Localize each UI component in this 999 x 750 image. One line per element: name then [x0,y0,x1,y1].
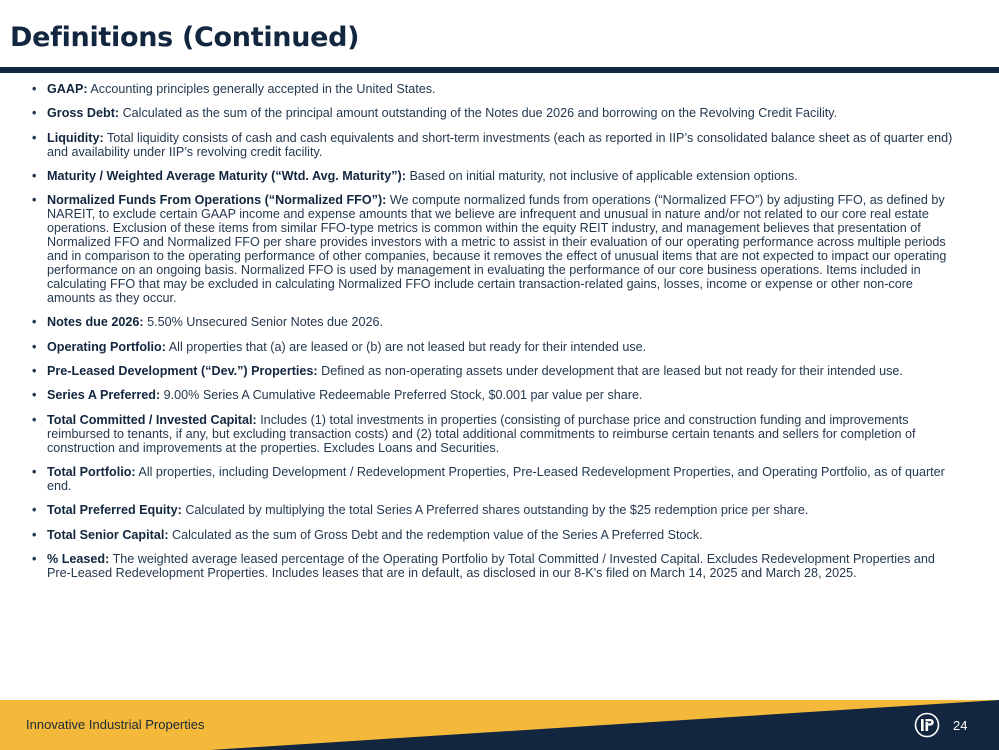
definition-text: All properties, including Development / Redevelopment Properties, Pre-Leased Redevelopment Properties, and Operating Portfolio, as of quarter end. [47,464,945,493]
page-title: Definitions (Continued) [10,22,360,53]
definition-term: % Leased: [47,551,110,566]
list-item: • Total Portfolio: All properties, including Development / Redevelopment Properties, Pre-Leased Redevelopment Properties, and Operating Portfolio, as of quarter end. [32,464,945,493]
definition-term: Pre-Leased Development (“Dev.”) Properties: [47,364,318,379]
definition-text: We compute normalized funds from operations (“Normalized FFO”) by adjusting FFO, as defined by NAREIT, to exclude certain GAAP income and expense amounts that we believe are infrequent and unusual in nature and/or not related to our core real estate operations. Exclusion of these items from similar FFO-type metrics is common within the equity REIT industry, and management believes that presentation of Normalized FFO and Normalized FFO per share provides investors with a metric to assist in their evaluation of our operating performance across multiple periods and in comparison to the operating performance of other companies, because it removes the effect of unusual items that are not expected to impact our operating performance on an ongoing basis. Normalized FFO is used by management in evaluating the performance of our core business operations. Items included in calculating FFO that may be excluded in calculating Normalized FFO include certain transaction-related gains, losses, income or expense or other non-core amounts as they occur. [47,193,947,306]
definition-text: All properties that (a) are leased or (b) are not leased but ready for their intended use. [168,339,647,354]
list-item: • Total Senior Capital: Calculated as the sum of Gross Debt and the redemption value of the Series A Preferred Stock. [32,527,703,542]
definition-text: Based on initial maturity, not inclusive of applicable extension options. [409,168,798,183]
definition-term: Maturity / Weighted Average Maturity (“Wtd. Avg. Maturity”): [47,168,406,183]
definition-text: Calculated by multiplying the total Series A Preferred shares outstanding by the $25 redemption price per share. [185,503,809,518]
definitions-list [32,82,962,590]
list-item: • Maturity / Weighted Average Maturity (“Wtd. Avg. Maturity”): Based on initial maturity, not inclusive of applicable extension options. [32,168,798,183]
definition-text: 5.50% Unsecured Senior Notes due 2026. [147,315,384,330]
definition-term: Gross Debt: [47,106,120,121]
definition-text: Accounting principles generally accepted in the United States. [90,82,436,96]
list-item: • Normalized Funds From Operations (“Normalized FFO”): We compute normalized funds from operations (“Normalized FFO”) by adjusting FFO, as defined by NAREIT, to exclude certain GAAP income and expense amounts that we believe are infrequent and unusual in nature and/or not related to our core real estate operations. Exclusion of these items from similar FFO-type metrics is common within the equity REIT industry, and management believes that presentation of Normalized FFO and Normalized FFO per share provides investors with a metric to assist in their evaluation of our operating performance across multiple periods and in comparison to the operating performance of other companies, because it removes the effect of unusual items that are not expected to impact our operating performance on an ongoing basis. Normalized FFO is used by management in evaluating the performance of our core business operations. Items included in calculating FFO that may be excluded in calculating Normalized FFO include certain transaction-related gains, losses, income or expense or other non-core amounts as they occur. [32,193,947,306]
definition-text: Defined as non-operating assets under development that are leased but not ready for their intended use. [321,364,903,379]
definition-text: Total liquidity consists of cash and cash equivalents and short-term investments (each as reported in IIP’s consolidated balance sheet as of quarter end) and availability under IIP’s revolving credit facility. [47,130,953,159]
list-item: • Operating Portfolio: All properties that (a) are leased or (b) are not leased but ready for their intended use. [32,339,647,354]
definition-term: Notes due 2026: [47,315,144,330]
list-item: • GAAP: Accounting principles generally accepted in the United States. [32,82,436,96]
definition-text: Includes (1) total investments in properties (consisting of purchase price and construction funding and improvements reimbursed to tenants, if any, but excluding transaction costs) and (2) total additional commitments to reimburse certain tenants and sellers for completion of construction and improvements at the properties. Excludes Loans and Securities. [47,412,916,455]
list-item: • Total Preferred Equity: Calculated by multiplying the total Series A Preferred shares outstanding by the $25 redemption price per share. [32,503,809,518]
definition-term: Liquidity: [47,130,104,145]
definition-text: Calculated as the sum of Gross Debt and the redemption value of the Series A Preferred Stock. [172,527,703,542]
definition-term: GAAP: [47,82,88,96]
list-item: • Gross Debt: Calculated as the sum of the principal amount outstanding of the Notes due 2026 and borrowing on the Revolving Credit Facility. [32,106,838,121]
definition-term: Total Portfolio: [47,464,136,479]
list-item: • Series A Preferred: 9.00% Series A Cumulative Redeemable Preferred Stock, $0.001 par value per share. [32,388,643,403]
definition-term: Total Preferred Equity: [47,503,182,518]
definition-text: The weighted average leased percentage of the Operating Portfolio by Total Committed / Invested Capital. Excludes Redevelopment Properties and Pre-Leased Redevelopment Properties. Includes leases that are in default, as disclosed in our 8-K's filed on March 14, 2025 and March 28, 2025. [47,551,935,580]
list-item: • Liquidity: Total liquidity consists of cash and cash equivalents and short-term investments (each as reported in IIP’s consolidated balance sheet as of quarter end) and availability under IIP’s revolving credit facility. [32,130,953,159]
definition-term: Operating Portfolio: [47,339,166,354]
list-item: • Total Committed / Invested Capital: Includes (1) total investments in properties (consisting of purchase price and construction funding and improvements reimbursed to tenants, if any, but excluding transaction costs) and (2) total additional commitments to reimburse certain tenants and sellers for completion of construction and improvements at the properties. Excludes Loans and Securities. [32,412,916,455]
page-number: 24 [953,718,968,733]
definition-term: Series A Preferred: [47,388,161,403]
definition-term: Total Committed / Invested Capital: [47,412,257,427]
definition-term: Normalized Funds From Operations (“Normalized FFO”): [47,193,387,208]
list-item: • Pre-Leased Development (“Dev.”) Properties: Defined as non-operating assets under development that are leased but not ready for their intended use. [32,364,903,379]
definition-text: 9.00% Series A Cumulative Redeemable Preferred Stock, $0.001 par value per share. [163,388,643,403]
definition-text: Calculated as the sum of the principal amount outstanding of the Notes due 2026 and borrowing on the Revolving Credit Facility. [122,106,838,121]
title-divider [0,67,999,73]
iip-logo-icon [914,712,940,738]
list-item: • Notes due 2026: 5.50% Unsecured Senior Notes due 2026. [32,315,384,330]
definition-term: Total Senior Capital: [47,527,169,542]
list-item: • % Leased: The weighted average leased percentage of the Operating Portfolio by Total Committed / Invested Capital. Excludes Redevelopment Properties and Pre-Leased Redevelopment Properties. Includes leases that are in default, as disclosed in our 8-K's filed on March 14, 2025 and March 28, 2025. [32,551,935,580]
footer-company-name: Innovative Industrial Properties [26,717,205,732]
